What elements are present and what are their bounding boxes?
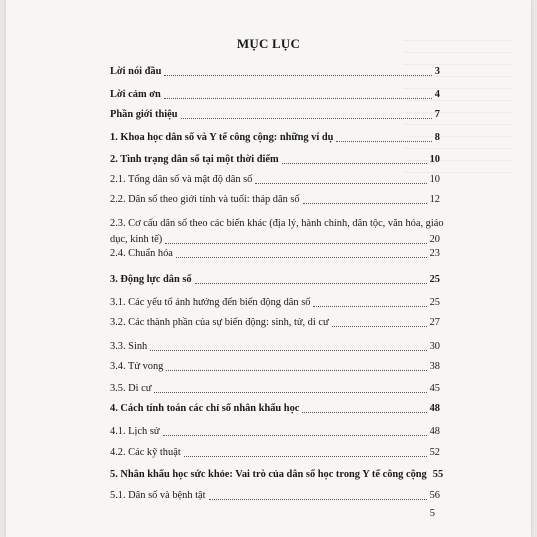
- toc-entry-label: 3.1. Các yếu tố ảnh hưởng đến biến động dân số: [110, 297, 311, 308]
- toc-entry: [110, 216, 444, 248]
- toc-entry-label: dục, kinh tế): [110, 234, 163, 245]
- toc-entry-page: 25: [429, 297, 440, 308]
- document-page: [6, 0, 531, 537]
- toc-entry: [110, 295, 440, 311]
- dot-leader: [181, 118, 432, 119]
- toc-entry-page: 20: [429, 234, 440, 245]
- toc-entry-page: 27: [429, 317, 440, 328]
- toc-entry-label: 3.4. Tử vong: [110, 361, 164, 372]
- dot-leader: [166, 370, 426, 371]
- toc-entry: [110, 192, 440, 208]
- toc-entry: [110, 488, 440, 504]
- toc-entry-label: Lời cảm ơn: [110, 89, 161, 100]
- toc-entry-label: 2.4. Chuẩn hóa: [110, 248, 173, 259]
- dot-leader: [255, 183, 426, 184]
- dot-leader: [184, 456, 427, 457]
- toc-entry-page: 4: [434, 89, 440, 100]
- toc-entry-label: 4. Cách tính toán các chỉ số nhân khẩu học: [110, 403, 300, 414]
- toc-entry-page: 23: [429, 248, 440, 259]
- dot-leader: [165, 243, 426, 244]
- toc-entry-page: 45: [429, 383, 440, 394]
- toc-entry-label: 2. Tình trạng dân số tại một thời điểm: [110, 154, 279, 165]
- toc-entry-page: 8: [434, 132, 440, 143]
- toc-entry: [110, 381, 440, 397]
- dot-leader: [336, 141, 431, 142]
- toc-entry-page: 3: [434, 66, 440, 77]
- toc-entry-label: 5.1. Dân số và bệnh tật: [110, 490, 206, 501]
- toc-entry: [110, 315, 440, 331]
- toc-entry-page: 38: [429, 361, 440, 372]
- page-title: MỤC LỤC: [236, 36, 301, 51]
- toc-entry-label-line1: 2.3. Cơ cấu dân số theo các biến khác (địa lý, hành chính, dân tộc, văn hóa, giáo: [110, 218, 444, 229]
- toc-entry-label: 1. Khoa học dân số và Y tế công cộng: những ví dụ: [110, 132, 334, 143]
- toc-entry-page: 48: [429, 426, 440, 437]
- dot-leader: [154, 392, 426, 393]
- toc-entry: [110, 445, 440, 461]
- toc-entry-label: 3. Động lực dân số: [110, 274, 192, 285]
- toc-entry: [110, 467, 444, 483]
- toc-entry-label: 2.1. Tổng dân số và mật độ dân số: [110, 174, 253, 185]
- toc-entry-label: 2.2. Dân số theo giới tính và tuổi: tháp dân số: [110, 194, 300, 205]
- dot-leader: [303, 203, 427, 204]
- toc-entry-page: 56: [429, 490, 440, 501]
- toc-entry: [110, 152, 440, 168]
- dot-leader: [195, 283, 427, 284]
- toc-entry-label: 4.2. Các kỹ thuật: [110, 447, 181, 458]
- toc-entry: [110, 64, 440, 80]
- toc-entry-page: 7: [434, 109, 440, 120]
- dot-leader: [313, 306, 426, 307]
- toc-entry: [110, 424, 440, 440]
- toc-entry: [110, 107, 440, 123]
- dot-leader: [176, 257, 427, 258]
- toc-entry: [110, 339, 440, 355]
- page-number: 5: [429, 508, 435, 519]
- toc-entry-page: 12: [429, 194, 440, 205]
- dot-leader: [302, 412, 426, 413]
- toc-entry-label: 3.3. Sinh: [110, 341, 148, 352]
- toc-entry: [110, 246, 440, 262]
- toc-entry-page: 52: [429, 447, 440, 458]
- toc-entry: [110, 130, 440, 146]
- toc-entry-label: 3.5. Di cư: [110, 383, 152, 394]
- toc-entry-page: 10: [429, 154, 440, 165]
- dot-leader: [150, 350, 426, 351]
- toc-entry-page: 30: [429, 341, 440, 352]
- toc-entry-label: 3.2. Các thành phần của sự biến động: sinh, tử, di cư: [110, 317, 329, 328]
- toc-entry-label: Phần giới thiệu: [110, 109, 178, 120]
- toc-entry-page: 25: [429, 274, 440, 285]
- toc-entry: [110, 401, 440, 417]
- toc-entry: [110, 359, 440, 375]
- dot-leader: [332, 326, 427, 327]
- toc-entry: [110, 272, 440, 288]
- dot-leader: [209, 499, 427, 500]
- toc-entry-page: 48: [429, 403, 440, 414]
- dot-leader: [163, 435, 427, 436]
- toc-entry-page: 55: [432, 469, 444, 480]
- dot-leader: [164, 98, 432, 99]
- toc-entry: [110, 87, 440, 103]
- toc-entry-label: 5. Nhân khẩu học sức khỏe: Vai trò của dân số học trong Y tế công cộng: [110, 469, 427, 480]
- toc-entry: [110, 172, 440, 188]
- dot-leader: [282, 163, 427, 164]
- toc-entry-label: Lời nói đầu: [110, 66, 162, 77]
- toc-entry-label: 4.1. Lịch sử: [110, 426, 160, 437]
- dot-leader: [164, 75, 431, 76]
- toc-entry-page: 10: [429, 174, 440, 185]
